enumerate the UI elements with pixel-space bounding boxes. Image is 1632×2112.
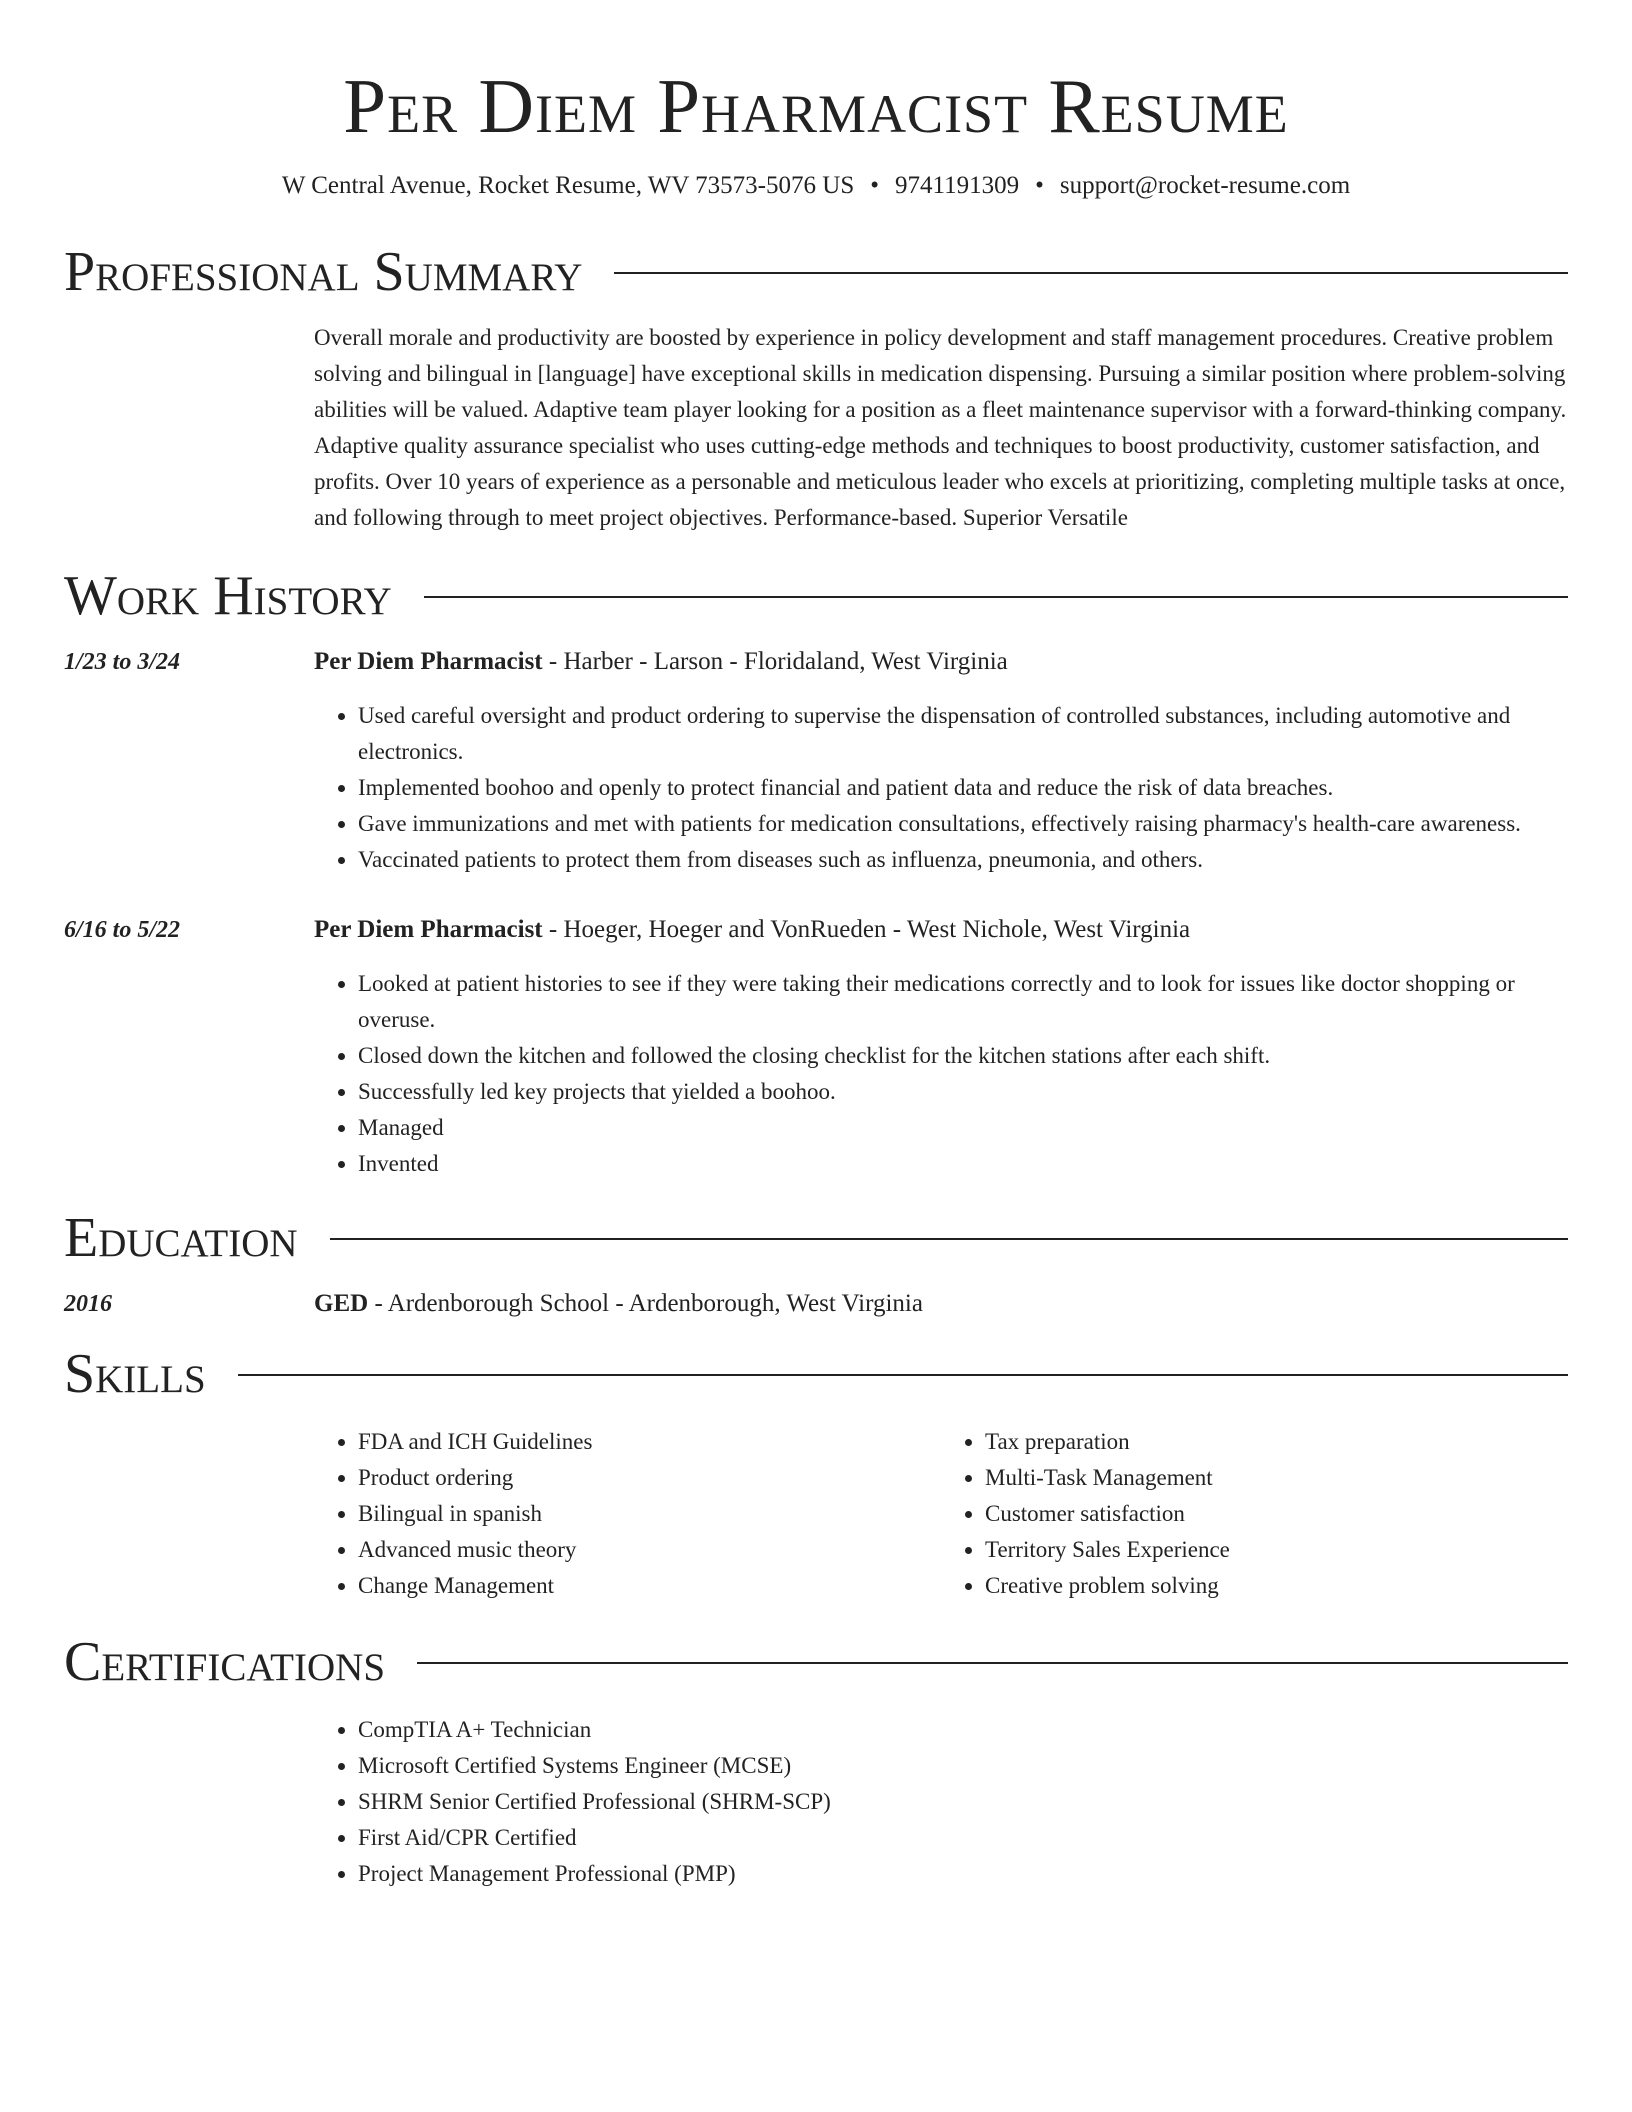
contact-email[interactable]: support@rocket-resume.com [1059, 172, 1351, 199]
certifications-list [314, 1712, 1568, 1892]
list-item: • Advanced music theory [358, 1532, 941, 1568]
job-header [314, 644, 1568, 680]
list-item: • Microsoft Certified Systems Engineer (MCSE) [358, 1748, 1568, 1784]
job-entry [64, 912, 1568, 1182]
list-item: • Managed [358, 1110, 1568, 1146]
list-item: • SHRM Senior Certified Professional (SHRM-SCP) [358, 1784, 1568, 1820]
job-bullets [314, 966, 1568, 1182]
work-section-heading [64, 564, 1568, 628]
section-divider [330, 1238, 1568, 1240]
summary-heading: Professional Summary [64, 241, 583, 303]
list-item: • Invented [358, 1146, 1568, 1182]
list-item: • Multi-Task Management [985, 1460, 1568, 1496]
job-entry [64, 644, 1568, 878]
list-item: • Change Management [358, 1568, 941, 1604]
education-entry [64, 1286, 1568, 1322]
job-details: - Hoeger, Hoeger and VonRueden - West Nichole, West Virginia [542, 916, 1191, 943]
certifications-section-heading [64, 1630, 1568, 1694]
certifications-bullets [314, 1712, 1568, 1892]
work-heading: Work History [64, 565, 392, 627]
section-divider [614, 272, 1568, 274]
list-item: • FDA and ICH Guidelines [358, 1424, 941, 1460]
list-item: • Product ordering [358, 1460, 941, 1496]
list-item: • Vaccinated patients to protect them from diseases such as influenza, pneumonia, and others. [358, 842, 1568, 878]
education-details: - Ardenborough School - Ardenborough, West Virginia [368, 1290, 923, 1317]
section-divider [417, 1662, 1568, 1664]
job-bullets [314, 698, 1568, 878]
education-section-heading [64, 1206, 1568, 1270]
skills-list-left [314, 1424, 941, 1604]
section-divider [238, 1374, 1568, 1376]
skills-grid [314, 1424, 1568, 1604]
job-dates: 6/16 to 5/22 [64, 917, 181, 943]
list-item: • First Aid/CPR Certified [358, 1820, 1568, 1856]
contact-line [64, 170, 1568, 202]
job-title: Per Diem Pharmacist [314, 648, 543, 675]
education-heading: Education [64, 1207, 298, 1269]
job-details: - Harber - Larson - Floridaland, West Virginia [542, 648, 1008, 675]
job-body [314, 644, 1568, 878]
list-item: • Project Management Professional (PMP) [358, 1856, 1568, 1892]
section-divider [424, 596, 1568, 598]
education-degree: GED [314, 1290, 369, 1317]
contact-separator: • [1035, 172, 1044, 199]
resume-page [64, 0, 1568, 1892]
summary-text: Overall morale and productivity are boosted by experience in policy development and staff management procedures. Creative problem solving and bilingual in [language] have exceptional skills in medication dispensing. Pursuing a similar position where problem-solving abilities will be valued. Adaptive team player looking for a position as a fleet maintenance supervisor with a forward-thinking company. Adaptive quality assurance specialist who uses cutting-edge methods and techniques to boost productivity, customer satisfaction, and profits. Over 10 years of experience as a personable and meticulous leader who excels at prioritizing, completing multiple tasks at once, and following through to meet project objectives. Performance-based. Superior Versatile [314, 325, 1567, 530]
list-item: • Looked at patient histories to see if they were taking their medications correctly and to look for issues like doctor shopping or overuse. [358, 966, 1568, 1038]
list-item: • Closed down the kitchen and followed the closing checklist for the kitchen stations after each shift. [358, 1038, 1568, 1074]
job-body [314, 912, 1568, 1182]
list-item: • Used careful oversight and product ordering to supervise the dispensation of controlled substances, including automotive and electronics. [358, 698, 1568, 770]
summary-section-heading [64, 240, 1568, 304]
job-header [314, 912, 1568, 948]
list-item: • Implemented boohoo and openly to protect financial and patient data and reduce the risk of data breaches. [358, 770, 1568, 806]
skills-section-heading [64, 1342, 1568, 1406]
skills-heading: Skills [64, 1343, 206, 1405]
list-item: • Gave immunizations and met with patients for medication consultations, effectively raising pharmacy's health-care awareness. [358, 806, 1568, 842]
list-item: • Creative problem solving [985, 1568, 1568, 1604]
list-item: • Tax preparation [985, 1424, 1568, 1460]
list-item: • Bilingual in spanish [358, 1496, 941, 1532]
resume-title: Per Diem Pharmacist Resume [343, 63, 1289, 149]
list-item: • CompTIA A+ Technician [358, 1712, 1568, 1748]
job-title: Per Diem Pharmacist [314, 916, 543, 943]
list-item: • Customer satisfaction [985, 1496, 1568, 1532]
contact-phone: 9741191309 [895, 172, 1020, 199]
list-item: • Territory Sales Experience [985, 1532, 1568, 1568]
contact-address: W Central Avenue, Rocket Resume, WV 73573-5076 US [281, 172, 855, 199]
skills-list-right [941, 1424, 1568, 1604]
job-dates: 1/23 to 3/24 [64, 649, 181, 675]
contact-separator: • [870, 172, 879, 199]
education-body [314, 1286, 1568, 1322]
list-item: • Successfully led key projects that yielded a boohoo. [358, 1074, 1568, 1110]
certifications-heading: Certifications [64, 1631, 386, 1693]
education-year: 2016 [64, 1291, 112, 1317]
